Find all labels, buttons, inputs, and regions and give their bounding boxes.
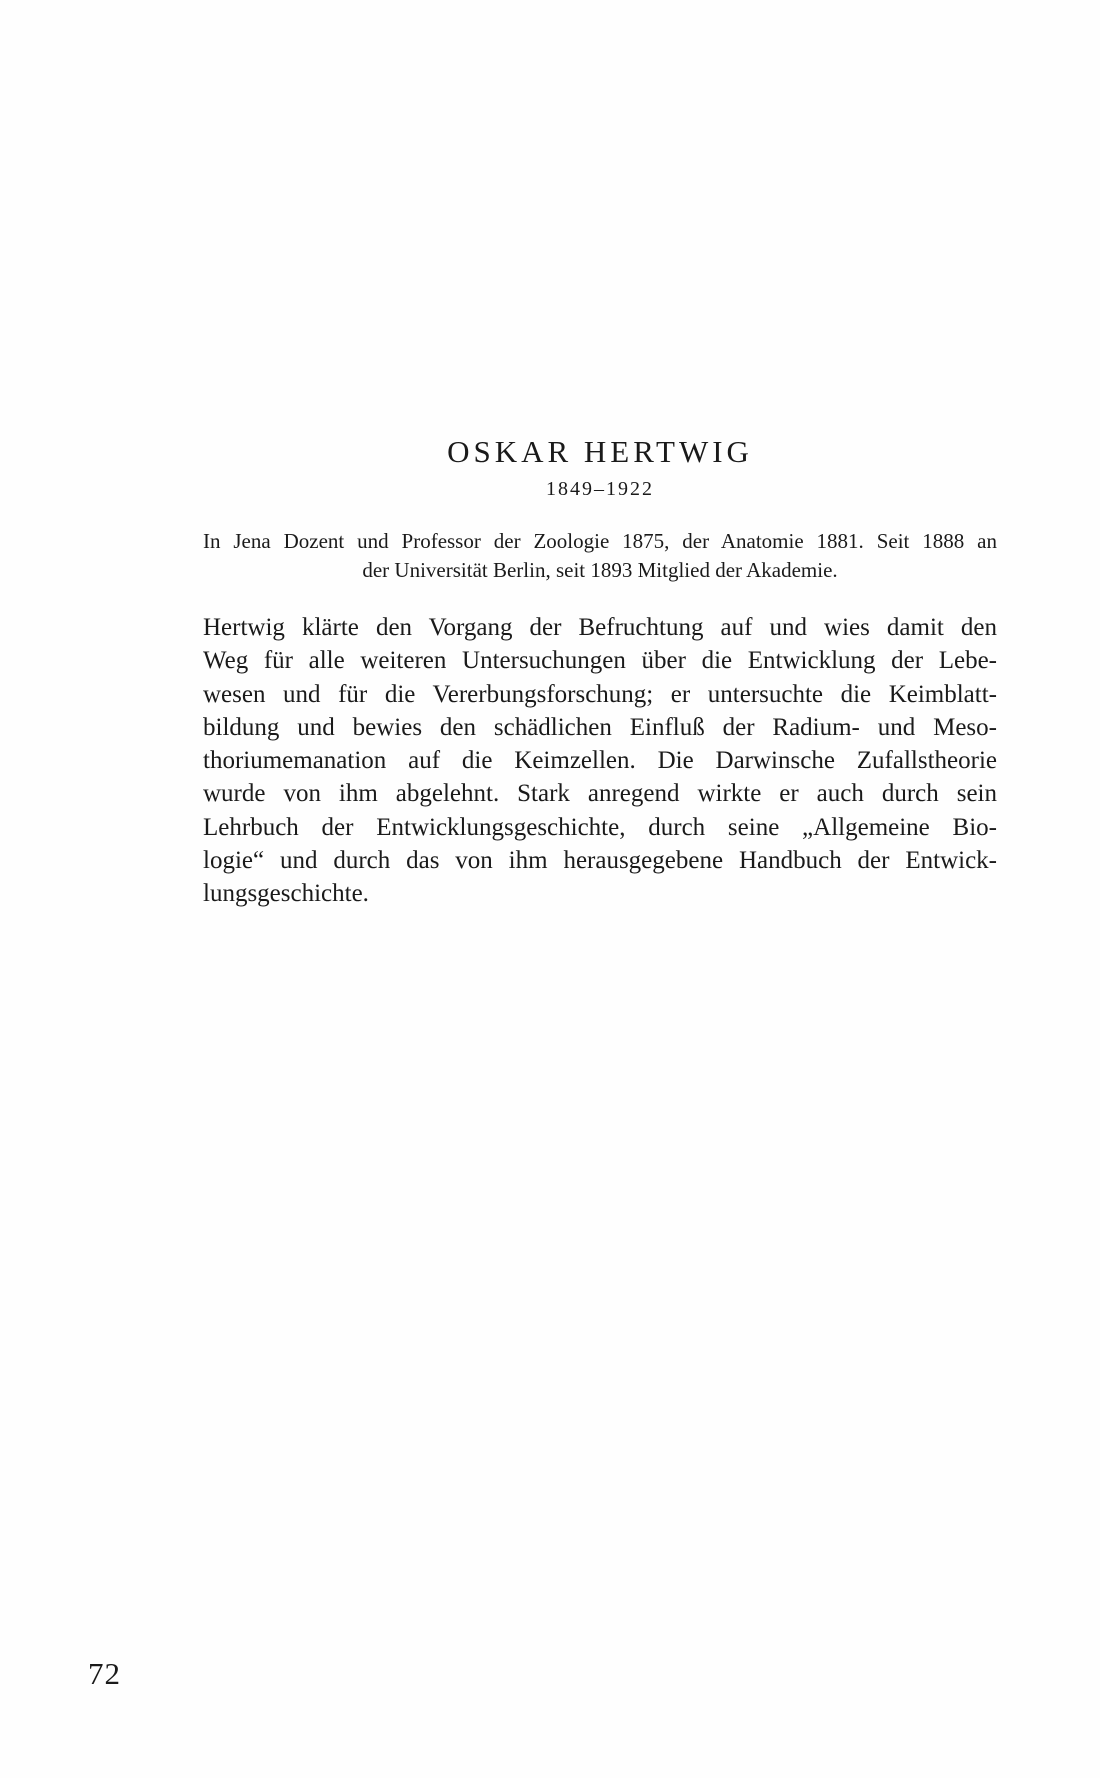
body-line: lungsgeschichte.: [203, 880, 369, 908]
intro-line: In Jena Dozent und Professor der Zoologie 1875, der Anatomie 1881. Seit 1888 an: [203, 529, 997, 553]
life-dates: 1849–1922: [546, 478, 654, 500]
intro-paragraph: [203, 527, 997, 585]
page-title: OSKAR HERTWIG: [447, 434, 753, 469]
body-line: Hertwig klärte den Vorgang der Befruchtung auf und wies damit den: [203, 614, 997, 641]
body-line: Weg für alle weiteren Untersuchungen über die Entwicklung der Lebe-: [203, 647, 997, 675]
body-line: thoriumemanation auf die Keimzellen. Die Darwinsche Zufallstheorie: [203, 747, 997, 775]
body-line: logie“ und durch das von ihm herausgegebene Handbuch der Entwick-: [203, 847, 997, 875]
intro-line: der Universität Berlin, seit 1893 Mitglied der Akademie.: [362, 558, 838, 582]
body-line: wesen und für die Vererbungsforschung; er untersuchte die Keimblatt-: [203, 680, 997, 708]
body-line: bildung und bewies den schädlichen Einfluß der Radium- und Meso-: [203, 713, 997, 741]
page-number: 72: [88, 1656, 121, 1691]
body-line: wurde von ihm abgelehnt. Stark anregend wirkte er auch durch sein: [203, 780, 997, 808]
body-paragraph: [203, 611, 997, 911]
body-line: Lehrbuch der Entwicklungsgeschichte, durch seine „Allgemeine Bio-: [203, 813, 997, 841]
